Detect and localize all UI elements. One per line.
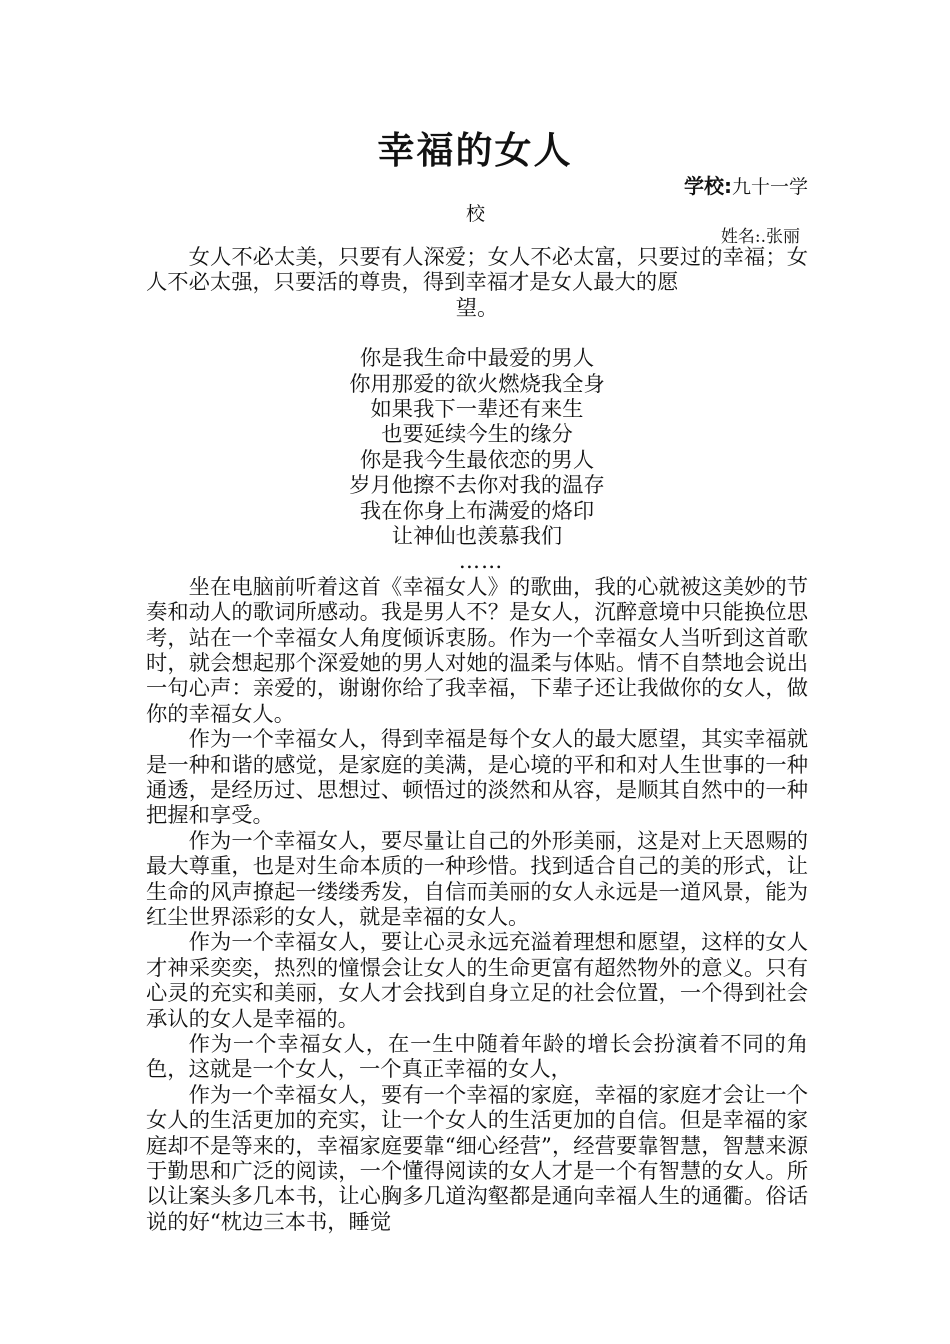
poem-line: 你是我今生最依恋的男人 <box>359 447 595 473</box>
document-title: 幸福的女人 <box>377 129 573 172</box>
poem-ellipsis: …… <box>458 549 504 575</box>
author-name: 姓名:.张丽 <box>720 227 800 247</box>
poem-line: 你用那爱的欲火燃烧我全身 <box>349 371 605 397</box>
poem-line: 也要延续今生的缘分 <box>381 422 573 448</box>
body-paragraph: 作为一个幸福女人，得到幸福是每个女人的最大愿望，其实幸福就是一种和谐的感觉，是家庭的美满，是心境的平和和对人生世事的一种通透，是经历过、思想过、顿悟过的淡然和从容，是顺其自然中的一种把握和享受。 <box>146 727 808 829</box>
poem-line: 你是我生命中最爱的男人 <box>359 346 595 372</box>
body-paragraph: 坐在电脑前听着这首《幸福女人》的歌曲，我的心就被这美妙的节奏和动人的歌词所感动。我是男人不？是女人，沉醉意境中只能换位思考，站在一个幸福女人角度倾诉衷肠。作为一个幸福女人当听到这首歌时，就会想起那个深爱她的男人对她的温柔与体贴。情不自禁地会说出一句心声：亲爱的，谢谢你给了我幸福，下辈子还让我做你的女人，做你的幸福女人。 <box>146 574 808 727</box>
body-paragraph: 作为一个幸福女人，要尽量让自己的外形美丽，这是对上天恩赐的最大尊重，也是对生命本质的一种珍惜。找到适合自己的美的形式，让生命的风声撩起一缕缕秀发，自信而美丽的女人永远是一道风景，能为红尘世界添彩的女人，就是幸福的女人。 <box>146 828 808 931</box>
document-body <box>146 245 808 1235</box>
body-paragraph: 作为一个幸福女人，要有一个幸福的家庭，幸福的家庭才会让一个女人的生活更加的充实，让一个女人的生活更加的自信。但是幸福的家庭却不是等来的，幸福家庭要靠“细心经营”，经营要靠智慧，智慧来源于勤思和广泛的阅读，一个懂得阅读的女人才是一个有智慧的女人。所以让案头多几本书，让心胸多几道沟壑都是通向幸福人生的通衢。俗话说的好“枕边三本书，睡觉 <box>146 1082 808 1235</box>
intro-paragraph-end: 望。 <box>455 295 499 321</box>
poem-line: 如果我下一辈还有来生 <box>370 397 584 422</box>
intro-paragraph: 女人不必太美，只要有人深爱；女人不必太富，只要过的幸福；女人不必太强，只要活的尊贵，得到幸福才是女人最大的愿 <box>146 245 808 296</box>
body-paragraph: 作为一个幸福女人，在一生中随着年龄的增长会扮演着不同的角色，这就是一个女人，一个真正幸福的女人， <box>146 1032 808 1083</box>
school-value-wrap: 校 <box>466 203 486 225</box>
school-label: 学校 <box>683 174 724 198</box>
school-line <box>684 173 808 200</box>
poem-line: 我在你身上布满爱的烙印 <box>359 498 595 524</box>
poem-line: 岁月他擦不去你对我的温存 <box>349 473 605 499</box>
body-paragraph: 作为一个幸福女人，要让心灵永远充溢着理想和愿望，这样的女人才神采奕奕，热烈的憧憬会让女人的生命更富有超然物外的意义。只有心灵的充实和美丽，女人才会找到自身立足的社会位置，一个得到社会承认的女人是幸福的。 <box>146 930 808 1032</box>
school-colon: : <box>723 174 732 198</box>
poem-line: 让神仙也羡慕我们 <box>391 523 563 549</box>
school-value: 九十一学 <box>731 176 808 198</box>
poem <box>146 346 808 575</box>
